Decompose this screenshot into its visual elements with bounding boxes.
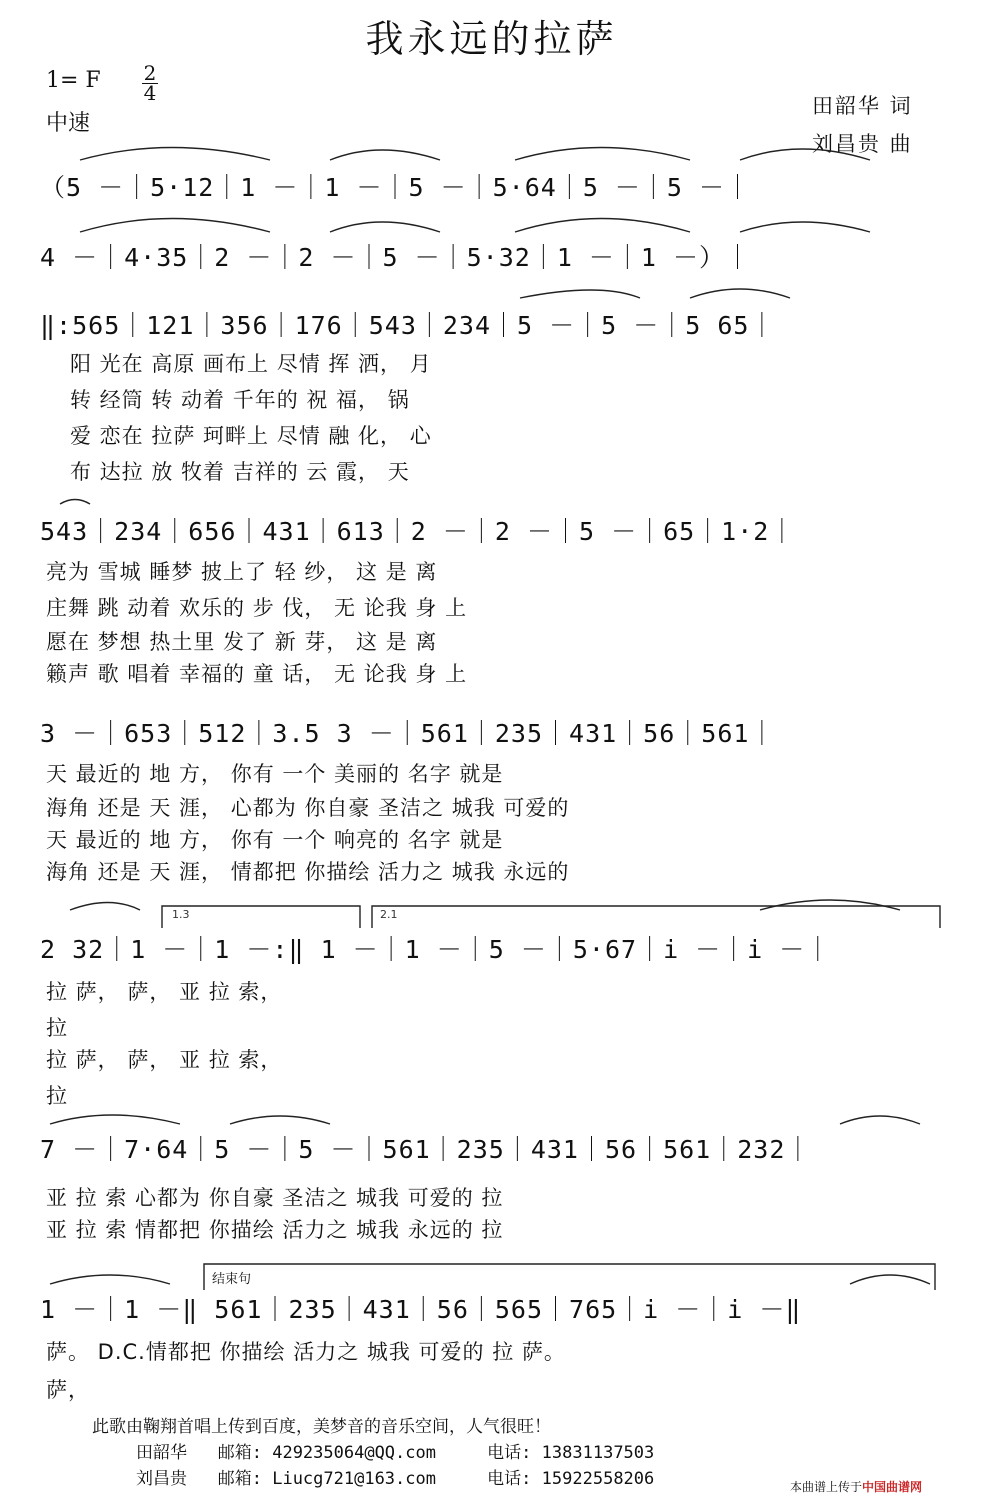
slur <box>230 1116 330 1124</box>
contact-row-2 <box>136 1464 654 1489</box>
composer-credit: 刘昌贵 曲 <box>812 132 913 156</box>
system-7-notes: 7 －｜7·64｜5 －｜5 －｜561｜235｜431｜56｜561｜232｜ <box>40 1135 812 1164</box>
system-3-lyrics-verse-4: 布 达拉 放 牧着 吉祥的 云 霞， 天 <box>70 460 410 484</box>
contact-2-email-label: 邮箱: <box>217 1469 262 1489</box>
system-8-lyrics-verse-1: 萨。 D.C.情都把 你描绘 活力之 城我 可爱的 拉 萨。 <box>46 1340 566 1364</box>
system-4-notes: 543｜234｜656｜431｜613｜2 －｜2 －｜5 －｜65｜1·2｜ <box>40 517 796 546</box>
slur <box>50 1115 180 1124</box>
slur <box>850 1275 930 1284</box>
slur <box>50 1275 170 1284</box>
system-1-notes: （5 －｜5·12｜1 －｜1 －｜5 －｜5·64｜5 －｜5 －｜ <box>40 173 752 202</box>
system-5-lyrics-verse-3: 天 最近的 地 方， 你有 一个 响亮的 名字 就是 <box>46 828 504 852</box>
system-4-lyrics-verse-4: 籁声 歌 唱着 幸福的 童 话， 无 论我 身 上 <box>46 662 468 686</box>
contact-2-name: 刘昌贵 <box>136 1469 187 1489</box>
contact-1-phone: 13831137503 <box>541 1443 655 1463</box>
slur <box>515 148 690 161</box>
slur <box>80 219 270 233</box>
volta-1-bracket <box>162 906 360 928</box>
score-title: 我永远的拉萨 <box>365 17 618 61</box>
system-3-lyrics-verse-2: 转 经筒 转 动着 千年的 祝 福， 锅 <box>70 388 410 412</box>
time-signature-top: 2 <box>143 61 157 85</box>
volta-2-bracket <box>372 906 940 928</box>
key-signature: 1= F <box>46 68 101 93</box>
slur <box>840 1116 920 1124</box>
contact-1-email: 429235064@QQ.com <box>272 1443 436 1463</box>
system-8-notes: 1 －｜1 －‖ 561｜235｜431｜56｜565｜765｜i －｜i －‖ <box>40 1295 802 1324</box>
system-6-lyrics-verse-2: 拉 <box>46 1016 68 1040</box>
slur <box>740 222 870 232</box>
volta-1-label: 1.3 <box>172 908 190 921</box>
contact-1-email-label: 邮箱: <box>217 1443 262 1463</box>
system-7-lyrics-verse-2: 亚 拉 索 情都把 你描绘 活力之 城我 永远的 拉 <box>46 1218 504 1242</box>
slur <box>330 222 440 232</box>
contact-2-phone: 15922558206 <box>541 1469 655 1489</box>
system-5-lyrics-verse-1: 天 最近的 地 方， 你有 一个 美丽的 名字 就是 <box>46 762 504 786</box>
system-6-lyrics-verse-1: 拉 萨， 萨， 亚 拉 索， <box>46 980 283 1004</box>
system-3-lyrics-verse-1: 阳 光在 高原 画布上 尽情 挥 洒， 月 <box>70 352 432 376</box>
contact-2-phone-label: 电话: <box>487 1469 532 1489</box>
slur <box>70 903 140 911</box>
slur <box>690 289 790 298</box>
system-5-notes: 3 －｜653｜512｜3.5 3 －｜561｜235｜431｜56｜561｜ <box>40 719 776 748</box>
upload-note: 此歌由鞠翔首唱上传到百度，美梦音的音乐空间，人气很旺！ <box>92 1417 551 1437</box>
contact-1-name: 田韶华 <box>136 1443 187 1463</box>
system-6-notes: 2 32｜1 －｜1 －:‖ 1 －｜1 －｜5 －｜5·67｜i －｜i －｜ <box>40 935 832 964</box>
slur <box>515 219 690 233</box>
slur <box>80 148 270 161</box>
slur <box>760 900 900 910</box>
ending-bracket <box>204 1264 935 1290</box>
contact-2-email: Liucg721@163.com <box>272 1469 436 1489</box>
volta-2-label: 2.1 <box>380 908 398 921</box>
system-8-lyrics-verse-2: 萨， <box>46 1378 90 1402</box>
slur <box>520 290 640 298</box>
lyricist-credit: 田韶华 词 <box>812 94 913 118</box>
system-5-lyrics-verse-4: 海角 还是 天 涯， 情都把 你描绘 活力之 城我 永远的 <box>46 860 570 884</box>
system-3-lyrics-verse-3: 爱 恋在 拉萨 珂畔上 尽情 融 化， 心 <box>70 424 432 448</box>
system-6-lyrics-verse-4: 拉 <box>46 1084 68 1108</box>
slur <box>60 500 90 505</box>
watermark-site: 中国曲谱网 <box>862 1480 923 1494</box>
contact-row-1 <box>136 1438 654 1463</box>
system-5-lyrics-verse-2: 海角 还是 天 涯， 心都为 你自豪 圣洁之 城我 可爱的 <box>46 796 570 820</box>
system-7-lyrics-verse-1: 亚 拉 索 心都为 你自豪 圣洁之 城我 可爱的 拉 <box>46 1186 504 1210</box>
contact-1-phone-label: 电话: <box>487 1443 532 1463</box>
time-signature-bottom: 4 <box>143 81 157 105</box>
system-4-lyrics-verse-3: 愿在 梦想 热土里 发了 新 芽， 这 是 离 <box>46 630 438 654</box>
system-3-notes: ‖:565｜121｜356｜176｜543｜234｜5 －｜5 －｜5 65｜ <box>40 311 776 340</box>
watermark-prefix: 本曲谱上传于 <box>790 1480 863 1494</box>
slur <box>330 150 440 160</box>
system-4-lyrics-verse-1: 亮为 雪城 睡梦 披上了 轻 纱， 这 是 离 <box>46 560 438 584</box>
system-2-notes: 4 －｜4·35｜2 －｜2 －｜5 －｜5·32｜1 －｜1 －）｜ <box>40 243 752 272</box>
slur <box>740 149 870 160</box>
ending-label: 结束句 <box>212 1272 252 1287</box>
system-4-lyrics-verse-2: 庄舞 跳 动着 欢乐的 步 伐， 无 论我 身 上 <box>46 596 468 620</box>
tempo-marking: 中速 <box>46 111 91 136</box>
site-watermark <box>790 1478 922 1495</box>
system-6-lyrics-verse-3: 拉 萨， 萨， 亚 拉 索， <box>46 1048 283 1072</box>
